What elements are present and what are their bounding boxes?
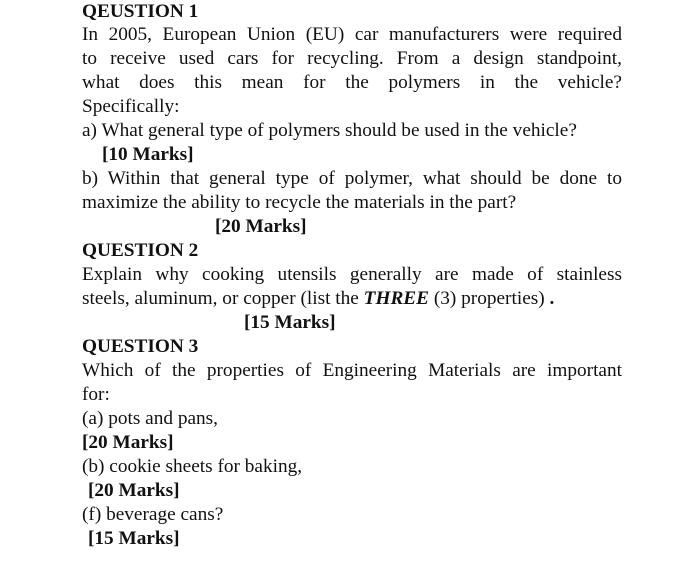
question-3-item-b-marks: [20 Marks]	[88, 480, 180, 501]
question-2-line-2-end: .	[544, 288, 555, 309]
question-1-line-1: In 2005, European Union (EU) car manufacturers were required	[82, 24, 622, 45]
question-3-heading: QUESTION 3	[82, 336, 199, 357]
question-2-line-2-pre: steels, aluminum, or copper (list the	[82, 288, 364, 309]
question-3-item-a: (a) pots and pans,	[82, 408, 219, 429]
question-3-item-b: (b) cookie sheets for baking,	[82, 456, 303, 477]
question-2-line-2	[82, 287, 554, 311]
question-1-line-2: to receive used cars for recycling. From a design standpoint,	[82, 48, 622, 69]
question-1-line-4: Specifically:	[82, 96, 180, 117]
question-1-part-b-line-2: maximize the ability to recycle the materials in the part?	[82, 192, 517, 213]
question-1-part-a-marks: [10 Marks]	[102, 144, 194, 165]
question-3-item-f-marks: [15 Marks]	[88, 528, 180, 549]
question-1-part-b-marks: [20 Marks]	[215, 216, 307, 237]
question-2-emphasis-three: THREE	[363, 288, 430, 309]
question-2-heading: QUESTION 2	[82, 240, 199, 261]
question-3-item-f: (f) beverage cans?	[82, 504, 224, 525]
question-3-line-2: for:	[82, 384, 110, 405]
question-1-line-3: what does this mean for the polymers in the vehicle?	[82, 72, 622, 93]
question-3-line-1: Which of the properties of Engineering Materials are important	[82, 360, 622, 381]
question-1-part-a: a) What general type of polymers should be used in the vehicle?	[82, 120, 577, 141]
question-2-marks: [15 Marks]	[244, 312, 336, 333]
question-2-line-2-post: (3) properties)	[429, 288, 545, 309]
question-1-part-b-line-1: b) Within that general type of polymer, what should be done to	[82, 168, 622, 189]
question-1-heading: QEUSTION 1	[82, 1, 199, 22]
question-3-item-a-marks: [20 Marks]	[82, 432, 174, 453]
question-2-line-1: Explain why cooking utensils generally are made of stainless	[82, 264, 622, 285]
